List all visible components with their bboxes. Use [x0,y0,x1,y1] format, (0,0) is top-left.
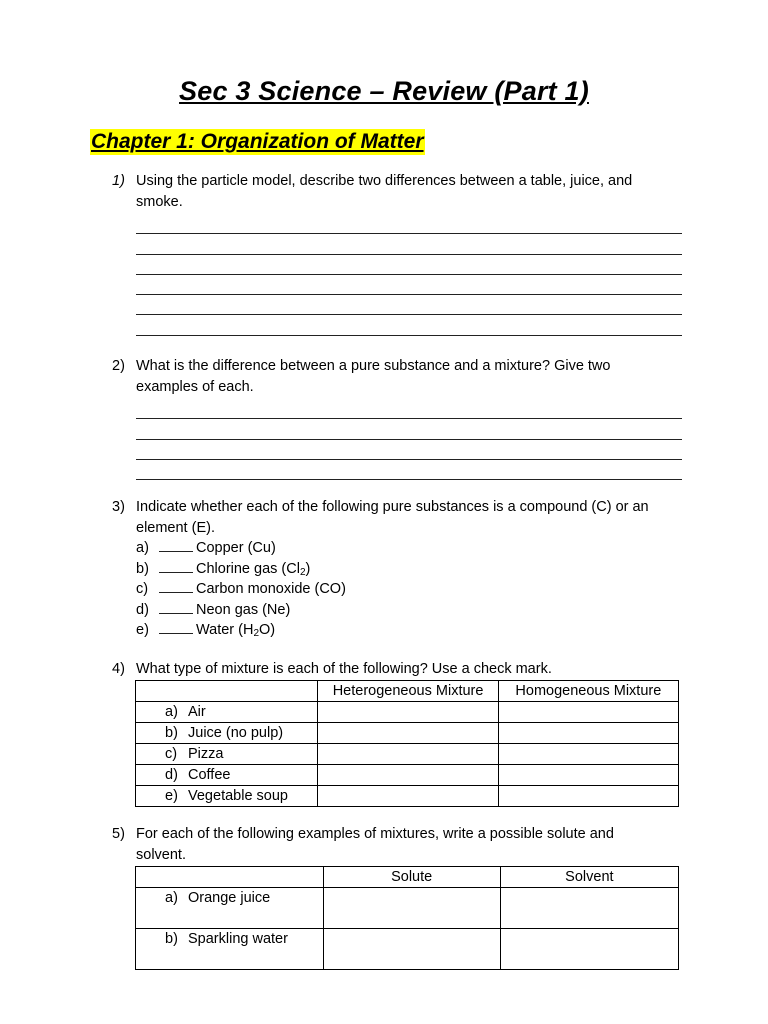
solvent-cell[interactable] [500,929,678,970]
table-row [136,765,679,786]
row-label: b) [165,931,178,947]
list-item [136,600,682,621]
question-text-line: For each of the following examples of mixtures, write a possible solute and [136,826,614,842]
question-4 [112,659,682,680]
row-label-cell [136,744,318,765]
answer-line[interactable] [136,275,682,295]
solute-cell[interactable] [323,929,500,970]
table-row [136,786,679,807]
mixture-type-table [135,680,679,807]
item-text: Copper (Cu) [196,540,276,556]
solute-cell[interactable] [323,888,500,929]
answer-lines [136,399,682,480]
question-text [136,824,682,865]
question-text-line: What is the difference between a pure substance and a mixture? Give two [136,358,611,374]
row-label-cell [136,888,324,929]
answer-line[interactable] [136,315,682,335]
subscript: 2 [253,628,260,639]
item-label: d) [136,601,149,618]
question-text-line: smoke. [136,193,183,210]
item-text-part: ) [305,560,311,577]
table-header [136,681,318,702]
row-text: Sparkling water [188,931,288,947]
row-label-cell [136,786,318,807]
row-label: c) [165,746,178,762]
item-label: e) [136,622,149,638]
chapter-heading: Chapter 1: Organization of Matter [91,130,424,153]
answer-blank[interactable] [159,579,193,593]
table-header: Homogeneous Mixture [498,681,678,702]
question-text [136,171,682,212]
row-label-cell [136,702,318,723]
list-item [136,559,682,580]
item-text-part: O) [259,622,276,638]
question-3 [112,497,682,641]
answer-blank[interactable] [159,620,193,634]
answer-line[interactable] [136,295,682,315]
question-text-line: Indicate whether each of the following pure substances is a compound (C) or an [136,499,649,515]
question-number: 2) [112,358,125,374]
question-text-line: examples of each. [136,378,254,395]
list-item [136,620,682,641]
row-label: d) [165,767,178,783]
table-row [136,888,679,929]
table-row [136,744,679,765]
table-header-row [136,681,679,702]
row-text: Coffee [188,767,231,783]
row-text: Air [188,704,206,720]
subscript: 2 [299,566,306,578]
question-text-line: element (E). [136,519,215,536]
answer-blank[interactable] [159,538,193,552]
row-label-cell [136,765,318,786]
answer-line[interactable] [136,440,682,460]
item-text [196,559,310,580]
answer-line[interactable] [136,399,682,419]
question-5 [112,824,682,865]
answer-lines [136,214,682,336]
item-label: b) [136,560,149,577]
question-number: 3) [112,499,125,515]
answer-blank[interactable] [159,559,193,573]
row-label-cell [136,929,324,970]
homogeneous-cell[interactable] [498,702,678,723]
heterogeneous-cell[interactable] [318,786,498,807]
table-header [136,867,324,888]
table-row [136,723,679,744]
homogeneous-cell[interactable] [498,744,678,765]
heterogeneous-cell[interactable] [318,723,498,744]
question-text [136,497,682,641]
row-text: Vegetable soup [188,788,288,804]
question-text-line: Using the particle model, describe two differences between a table, juice, and [136,173,633,189]
row-text: Pizza [188,746,224,762]
answer-line[interactable] [136,460,682,480]
row-label: a) [165,704,178,720]
row-label: a) [165,890,178,906]
item-text-part: Water (H [196,622,254,638]
question-2 [112,356,682,480]
item-text: Neon gas (Ne) [196,601,291,618]
question-1 [112,171,682,336]
homogeneous-cell[interactable] [498,765,678,786]
table-header: Solvent [500,867,678,888]
answer-line[interactable] [136,214,682,234]
list-item [136,538,682,559]
item-text [196,620,275,641]
item-label: a) [136,540,149,556]
homogeneous-cell[interactable] [498,723,678,744]
table-row [136,929,679,970]
row-label: e) [165,788,178,804]
question-text: What type of mixture is each of the following? Use a check mark. [136,661,552,677]
solvent-cell[interactable] [500,888,678,929]
answer-line[interactable] [136,419,682,439]
row-text: Juice (no pulp) [188,725,284,741]
question-number: 5) [112,826,125,842]
heterogeneous-cell[interactable] [318,744,498,765]
question-text [136,356,682,397]
solute-solvent-table [135,866,679,970]
table-header: Heterogeneous Mixture [318,681,498,702]
question-number: 1) [112,173,125,189]
list-item [136,579,682,600]
page-title: Sec 3 Science – Review (Part 1) [179,76,589,106]
answer-blank[interactable] [159,600,193,614]
homogeneous-cell[interactable] [498,786,678,807]
row-text: Orange juice [188,890,271,906]
item-label: c) [136,581,149,597]
table-row [136,702,679,723]
table-header: Solute [323,867,500,888]
heterogeneous-cell[interactable] [318,702,498,723]
heterogeneous-cell[interactable] [318,765,498,786]
question-text-line: solvent. [136,846,186,863]
item-text-part: Chlorine gas (Cl [196,560,300,577]
table-header-row [136,867,679,888]
item-text: Carbon monoxide (CO) [196,581,346,597]
row-label-cell [136,723,318,744]
question-number: 4) [112,661,125,677]
answer-line[interactable] [136,234,682,254]
row-label: b) [165,725,178,741]
answer-line[interactable] [136,255,682,275]
